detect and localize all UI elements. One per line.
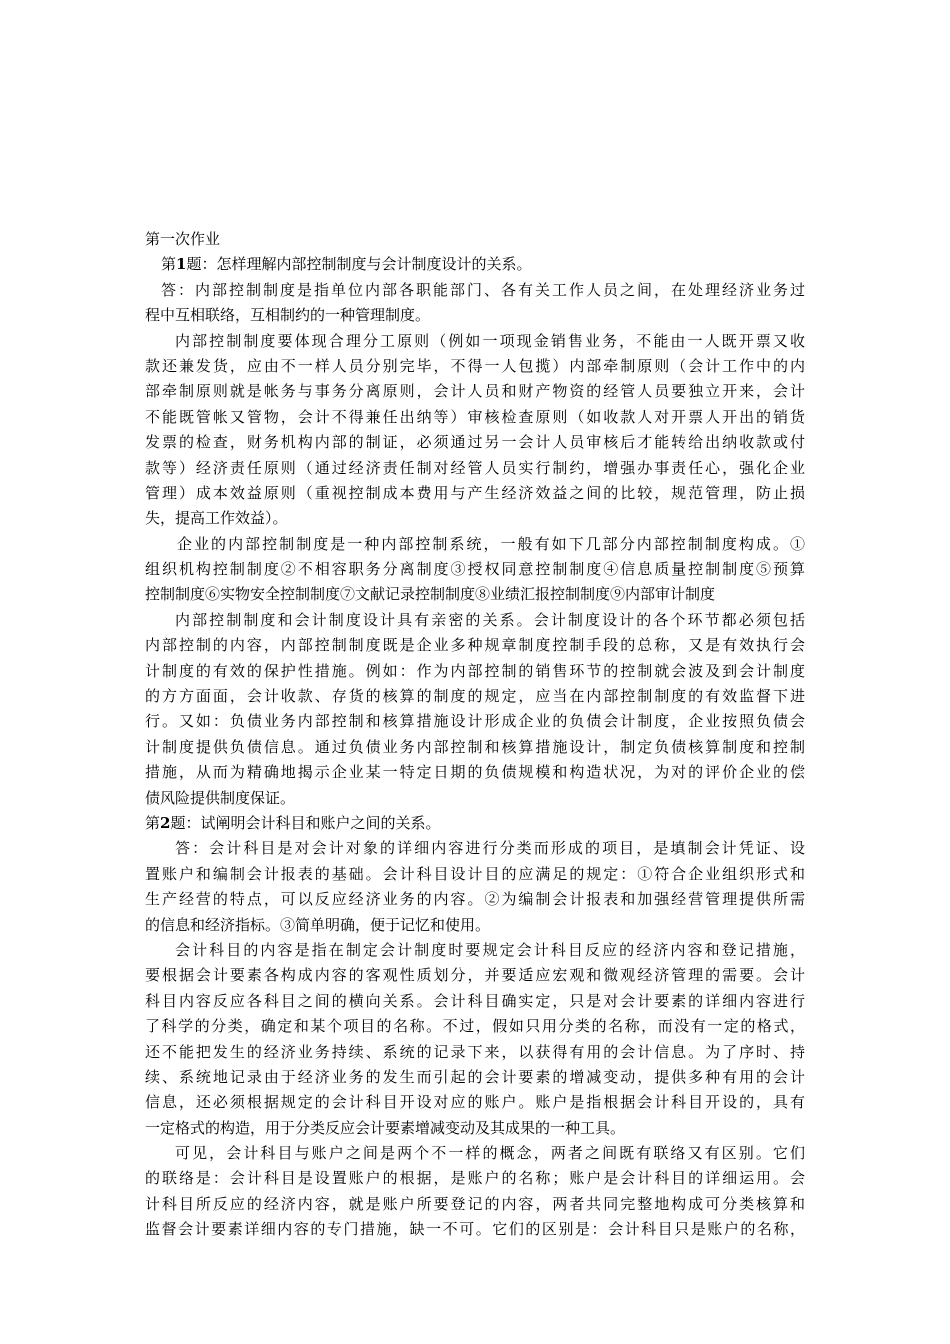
question-1-line: 内部控制的内容，内部控制制度既是企业多种规章制度控制手段的总称，又是有效执行会 <box>145 636 805 655</box>
question-1-line: 程中互相联络，互相制约的一种管理制度。 <box>145 306 431 325</box>
question-1-heading-prefix: 第 <box>161 255 177 274</box>
question-2-line: 续、系统地记录由于经济业务的发生而引起的会计要素的增减变动，提供多种有用的会计 <box>145 1067 805 1086</box>
question-2-heading-prefix: 第 <box>145 813 161 832</box>
question-2-answer <box>145 836 805 1242</box>
question-2-line: 可见，会计科目与账户之间是两个不一样的概念，两者之间既有联络又有区别。它们 <box>175 1144 805 1163</box>
question-1-line: 不能既管帐又管物，会计不得兼任出纳等）审核检查原则（如收款人对开票人开出的销货 <box>145 407 805 426</box>
question-2-line: 要根据会计要素各构成内容的客观性质划分，并要适应宏观和微观经济管理的需要。会计 <box>145 966 805 985</box>
question-1-line: 内部控制制度和会计制度设计具有亲密的关系。会计制度设计的各个环节都必须包括 <box>175 610 805 629</box>
question-2-heading-text: 题：试阐明会计科目和账户之间的关系。 <box>170 813 441 832</box>
question-2-line: 答：会计科目是对会计对象的详细内容进行分类而形成的项目，是填制会计凭证、设 <box>175 839 805 858</box>
question-2-line: 监督会计要素详细内容的专门措施，缺一不可。它们的区别是：会计科目只是账户的名称， <box>145 1220 805 1239</box>
question-1-line: 组织机构控制制度②不相容职务分离制度③授权同意控制制度④信息质量控制制度⑤预算 <box>145 560 805 579</box>
question-1-line: 发票的检查，财务机构内部的制证，必须通过另一会计人员审核后才能转给出纳收款或付 <box>145 433 805 452</box>
question-1-number: 1 <box>176 255 187 274</box>
question-1-line: 失，提高工作效益）。 <box>145 509 288 528</box>
question-2-line: 了科学的分类，确定和某个项目的名称。不过，假如只用分类的名称，而没有一定的格式， <box>145 1017 805 1036</box>
question-1-line: 部牵制原则就是帐务与事务分离原则，会计人员和财产物资的经管人员要独立开来，会计 <box>145 382 805 401</box>
question-2-line: 生产经营的特点，可以反应经济业务的内容。②为编制会计报表和加强经营管理提供所需 <box>145 890 805 909</box>
question-2-line: 还不能把发生的经济业务持续、系统的记录下来，以获得有用的会计信息。为了序时、持 <box>145 1042 805 1061</box>
question-1-line: 计制度提供负债信息。通过负债业务内部控制和核算措施设计，制定负债核算制度和控制 <box>145 737 805 756</box>
question-2-line: 的信息和经济指标。③简单明确，便于记忆和使用。 <box>145 915 491 934</box>
question-1-line: 的方方面面，会计收款、存货的核算的制度的规定，应当在内部控制制度的有效监督下进 <box>145 687 805 706</box>
question-1-line: 控制制度⑥实物安全控制制度⑦文献记录控制制度⑧业绩汇报控制制度⑨内部审计制度 <box>145 585 716 604</box>
question-1-line: 企业的内部控制制度是一种内部控制系统，一般有如下几部分内部控制制度构成。① <box>177 534 805 553</box>
question-1-heading <box>145 252 805 277</box>
question-1-line: 计制度的有效的保护性措施。例如：作为内部控制的销售环节的控制就会波及到会计制度 <box>145 661 805 680</box>
question-2-line: 会计科目的内容是指在制定会计制度时要规定会计科目反应的经济内容和登记措施， <box>175 940 805 959</box>
question-1-heading-text: 题：怎样理解内部控制制度与会计制度设计的关系。 <box>186 255 532 274</box>
question-2-line: 信息，还必须根据规定的会计科目开设对应的账户。账户是指根据会计科目开设的，具有 <box>145 1093 805 1112</box>
question-1-line: 措施，从而为精确地揭示企业某一特定日期的负债规模和构造状况，为对的评价企业的偿 <box>145 763 805 782</box>
question-1-line: 款等）经济责任原则（通过经济责任制对经管人员实行制约，增强办事责任心，强化企业 <box>145 458 805 477</box>
question-2-heading <box>145 811 805 836</box>
document-title: 第一次作业 <box>145 230 221 248</box>
question-1-line: 款还兼发货，应由不一样人员分别完毕，不得一人包揽）内部牵制原则（会计工作中的内 <box>145 356 805 375</box>
question-1-line: 内部控制制度要体现合理分工原则（例如一项现金销售业务，不能由一人既开票又收 <box>175 331 805 350</box>
question-1-line: 债风险提供制度保证。 <box>145 788 296 807</box>
question-2-line: 一定格式的构造，用于分类反应会计要素增减变动及其成果的一种工具。 <box>145 1118 626 1137</box>
question-2-line: 科目内容反应各科目之间的横向关系。会计科目确实定，只是对会计要素的详细内容进行 <box>145 991 805 1010</box>
question-2-line: 的联络是：会计科目是设置账户的根据，是账户的名称；账户是会计科目的详细运用。会 <box>145 1169 805 1188</box>
question-2-line: 置账户和编制会计报表的基础。会计科目设计目的应满足的规定：①符合企业组织形式和 <box>145 864 805 883</box>
question-2-line: 计科目所反应的经济内容，就是账户所要登记的内容，两者共同完整地构成可分类核算和 <box>145 1194 805 1213</box>
question-1-line: 管理）成本效益原则（重视控制成本费用与产生经济效益之间的比较，规范管理，防止损 <box>145 483 805 502</box>
question-1-line: 答：内部控制制度是指单位内部各职能部门、各有关工作人员之间，在处理经济业务过 <box>161 280 805 299</box>
question-1-line: 行。又如：负债业务内部控制和核算措施设计形成企业的负债会计制度，企业按照负债会 <box>145 712 805 731</box>
question-2-number: 2 <box>160 813 171 832</box>
document-body <box>145 227 805 1243</box>
question-1-answer <box>145 278 805 811</box>
